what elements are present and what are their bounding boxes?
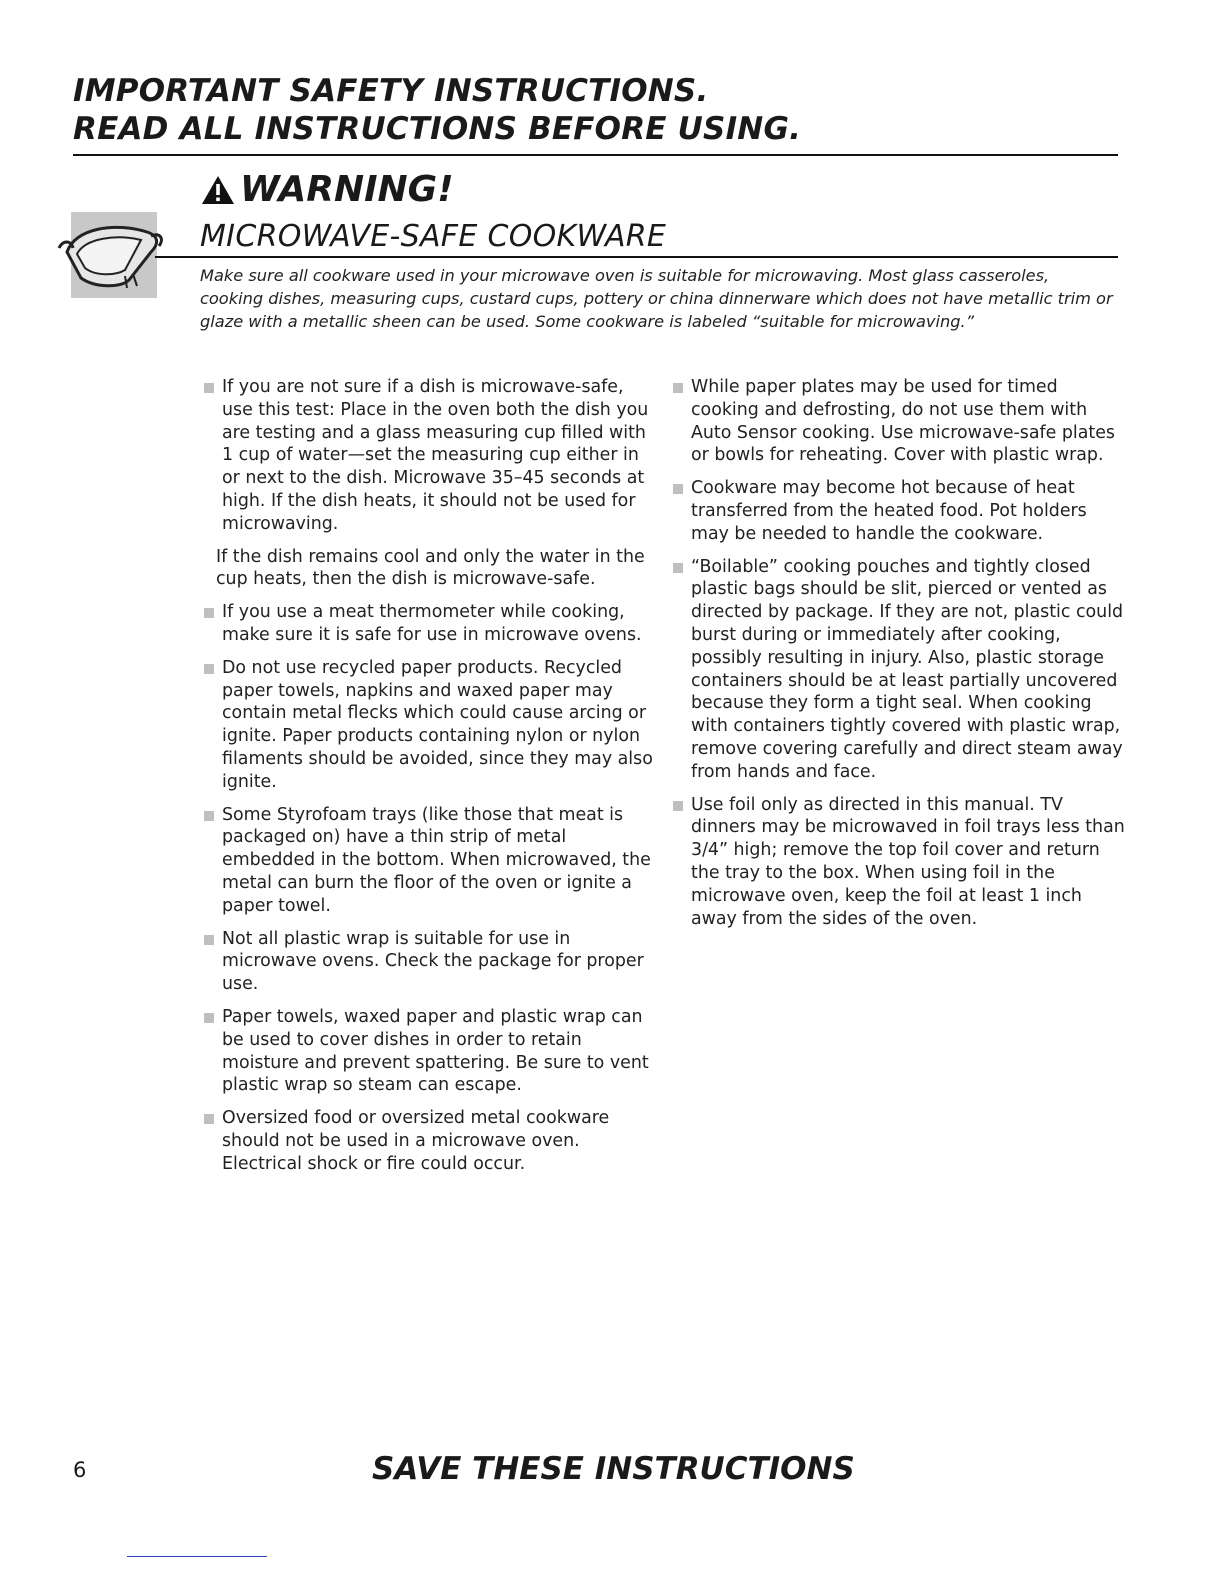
bullet-icon — [673, 563, 683, 573]
warning-title-text: WARNING! — [240, 169, 454, 210]
section-subtitle: MICROWAVE-SAFE COOKWARE — [200, 219, 667, 254]
footer-title: SAVE THESE INSTRUCTIONS — [372, 1451, 855, 1487]
item-text: Oversized food or oversized metal cookware should not be used in a microwave oven. Electrical shock or fire could occur. — [222, 1108, 610, 1174]
item-text: Paper towels, waxed paper and plastic wrap can be used to cover dishes in order to retain moisture and prevent spattering. Be sure to vent plastic wrap so steam can escape. — [222, 1006, 649, 1096]
list-item — [204, 376, 654, 536]
bullet-icon — [673, 484, 683, 494]
bullet-icon — [204, 1013, 214, 1023]
subtitle-rule — [155, 256, 1118, 258]
item-text: If you use a meat thermometer while cooking, make sure it is safe for use in microwave ovens. — [222, 602, 642, 645]
bullet-icon — [204, 664, 214, 674]
header-rule — [73, 154, 1118, 156]
list-item — [204, 804, 654, 918]
header-line-1: IMPORTANT SAFETY INSTRUCTIONS. — [73, 73, 709, 109]
item-text: If you are not sure if a dish is microwave-safe, use this test: Place in the oven both the dish you are testing and a glass measuring cup filled with 1 cup of water—set the measuring cup either in or next to the dish. Microwave 35–45 seconds at high. If the dish heats, it should not be used for microwaving. — [222, 377, 649, 534]
item-text: Some Styrofoam trays (like those that meat is packaged on) have a thin strip of metal embedded in the bottom. When microwaved, the metal can burn the floor of the oven or ignite a paper towel. — [222, 804, 651, 916]
item-text: Do not use recycled paper products. Recycled paper towels, napkins and waxed paper may contain metal flecks which could cause arcing or ignite. Paper products containing nylon or nylon filaments should be avoided, since they may also ignite. — [222, 657, 653, 792]
warning-title — [200, 168, 454, 212]
list-item — [204, 601, 654, 647]
item-text: Cookware may become hot because of heat transferred from the heated food. Pot holders may be needed to handle the cookware. — [691, 478, 1087, 544]
page-header — [73, 72, 1118, 156]
footer-divider — [127, 1556, 267, 1557]
header-line-2: READ ALL INSTRUCTIONS BEFORE USING. — [73, 111, 802, 147]
bullet-icon — [673, 383, 683, 393]
list-item — [204, 1107, 654, 1175]
list-item — [673, 794, 1125, 931]
bullet-icon — [204, 1114, 214, 1124]
bullet-icon — [204, 935, 214, 945]
bullet-icon — [204, 811, 214, 821]
item-text: “Boilable” cooking pouches and tightly closed plastic bags should be slit, pierced or vented as directed by package. If they are not, plastic could burst during or immediately after cooking, possibly resulting in injury. Also, plastic storage containers should be at least partially uncovered because they form a tight seal. When cooking with containers tightly covered with plastic wrap, remove covering carefully and direct steam away from hands and face. — [691, 556, 1124, 782]
list-item — [673, 556, 1125, 784]
list-item — [673, 376, 1125, 467]
list-item — [204, 657, 654, 794]
bullet-icon — [204, 608, 214, 618]
right-column — [673, 376, 1125, 940]
cookware-icon — [71, 212, 157, 298]
item-text: Use foil only as directed in this manual. TV dinners may be microwaved in foil trays less than 3/4” high; remove the top foil cover and return the tray to the box. When using foil in the microwave oven, keep the foil at least 1 inch away from the sides of the oven. — [691, 794, 1125, 929]
list-item — [673, 477, 1125, 545]
test-result-note: If the dish remains cool and only the water in the cup heats, then the dish is microwave-safe. — [216, 546, 645, 590]
bullet-icon — [204, 383, 214, 393]
item-text: While paper plates may be used for timed cooking and defrosting, do not use them with Auto Sensor cooking. Use microwave-safe plates or bowls for reheating. Cover with plastic wrap. — [691, 377, 1115, 466]
list-item — [204, 928, 654, 996]
item-text: Not all plastic wrap is suitable for use in microwave ovens. Check the package for proper use. — [222, 928, 644, 995]
warning-triangle-icon — [200, 174, 236, 206]
bullet-icon — [673, 801, 683, 811]
page-number: 6 — [73, 1458, 87, 1482]
list-item — [204, 1006, 654, 1097]
left-column — [204, 376, 654, 1186]
intro-paragraph: Make sure all cookware used in your microwave oven is suitable for microwaving. Most glass casseroles, cooking dishes, measuring cups, custard cups, pottery or china dinnerware which does not have metallic trim or glaze with a metallic sheen can be used. Some cookware is labeled “suitable for microwaving.” — [200, 266, 1113, 331]
